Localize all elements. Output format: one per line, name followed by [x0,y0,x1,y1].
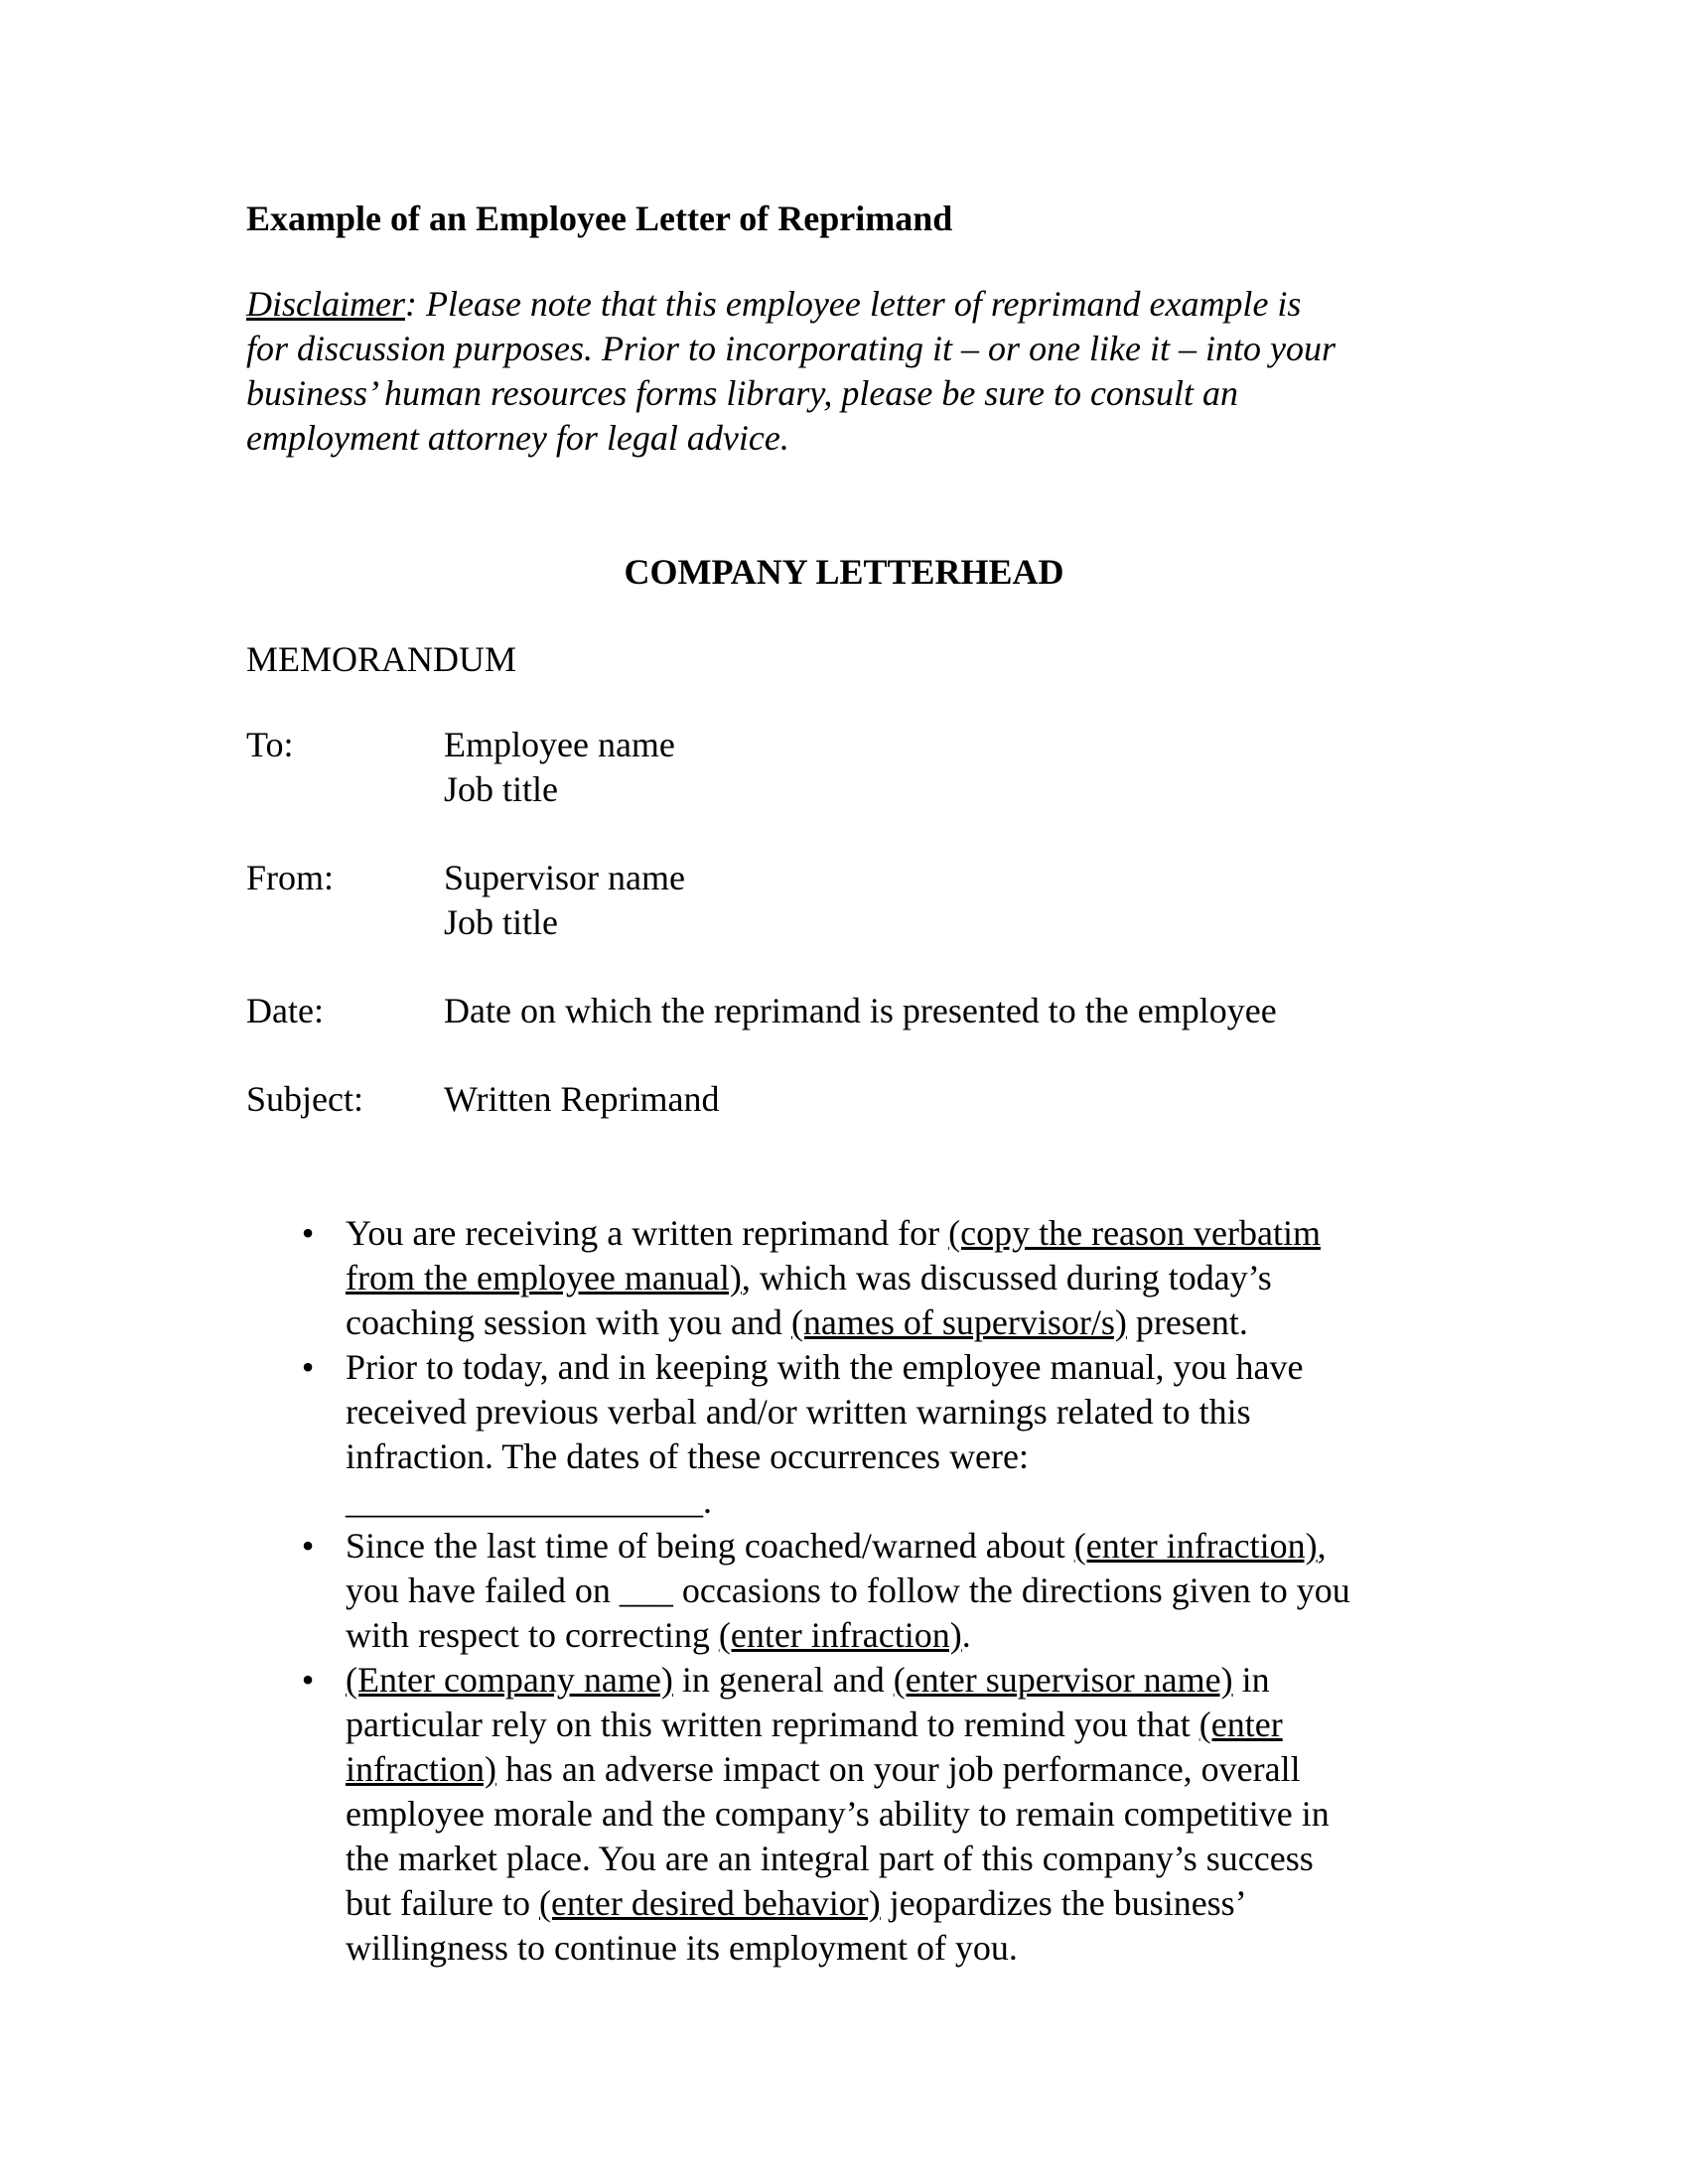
bullet-3-text: Since the last time of being coached/warned about [346,1526,1074,1566]
from-value [444,856,685,945]
bullet-item-reason [298,1211,1470,1345]
bullet-4-text: in general and [672,1660,894,1700]
reprimand-bullet-list [298,1211,1470,1971]
disclaimer-line-4: employment attorney for legal advice. [246,418,789,458]
from-supervisor-name: Supervisor name [444,858,685,897]
bullet-item-failures [298,1524,1470,1658]
bullet-2-line-2: received previous verbal and/or written warnings related to this [346,1392,1251,1432]
placeholder-supervisors: (names of supervisor/s) [790,1302,1127,1342]
bullet-4-line-1 [346,1658,1470,1703]
bullet-4-line-5: the market place. You are an integral part of this company’s success [346,1839,1314,1878]
bullet-4-line-3 [346,1747,1470,1792]
bullet-4-line-6 [346,1881,1470,1926]
placeholder-infraction: (enter infraction) [718,1615,962,1655]
placeholder-reason: (copy the reason verbatim [948,1213,1321,1253]
bullet-2-line-1: Prior to today, and in keeping with the employee manual, you have [346,1347,1304,1387]
bullet-item-impact [298,1658,1470,1971]
bullet-1-text: coaching session with you and [346,1302,791,1342]
disclaimer-line-2: for discussion purposes. Prior to incorporating it – or one like it – into your [246,329,1336,368]
placeholder-desired-behavior: (enter desired behavior) [538,1883,881,1923]
subject-label: Subject: [246,1079,363,1119]
to-value [444,723,675,812]
company-letterhead: COMPANY LETTERHEAD [624,552,1064,592]
dates-blank-line: ____________________. [346,1481,712,1521]
bullet-4-text: but failure to [346,1883,539,1923]
bullet-4-text: has an adverse impact on your job performance, overall [495,1749,1301,1789]
bullet-3-line-1 [346,1524,1470,1569]
bullet-3-line-2: you have failed on ___ occasions to follow the directions given to you [346,1570,1350,1610]
bullet-4-line-4: employee morale and the company’s ability to remain competitive in [346,1794,1330,1834]
to-job-title: Job title [444,769,558,809]
date-label: Date: [246,991,324,1030]
memo-heading: MEMORANDUM [246,639,517,679]
to-label: To: [246,725,294,764]
bullet-4-text: in [1232,1660,1270,1700]
bullet-3-line-3 [346,1613,1470,1658]
bullet-1-line-2 [346,1256,1470,1300]
disclaimer-line-3: business’ human resources forms library, please be sure to consult an [246,373,1238,413]
bullet-1-line-1 [346,1211,1470,1256]
placeholder-supervisor-name: (enter supervisor name) [893,1660,1233,1700]
bullet-1-line-3 [346,1300,1470,1345]
bullet-4-line-2 [346,1703,1470,1747]
from-label: From: [246,858,335,897]
bullet-dot-icon: • [301,1660,315,1700]
bullet-dot-icon: • [301,1213,315,1253]
bullet-1-text: You are receiving a written reprimand for [346,1213,949,1253]
bullet-4-line-7: willingness to continue its employment of you. [346,1928,1018,1968]
bullet-3-text: with respect to correcting [346,1615,719,1655]
subject-value: Written Reprimand [444,1079,720,1119]
document-title: Example of an Employee Letter of Reprimand [246,199,953,238]
bullet-dot-icon: • [301,1526,315,1566]
bullet-1-text: present. [1126,1302,1248,1342]
bullet-1-text: , which was discussed during today’s [741,1258,1272,1297]
placeholder-infraction: (enter [1198,1705,1283,1744]
placeholder-company-name: (Enter company name) [346,1660,673,1700]
bullet-dot-icon: • [301,1347,315,1387]
bullet-3-text: , [1317,1526,1327,1566]
disclaimer-text: : Please note that this employee letter of reprimand example is [404,284,1302,324]
bullet-2-line-3: infraction. The dates of these occurrences were: [346,1436,1030,1476]
placeholder-infraction-cont: infraction) [346,1749,496,1789]
bullet-3-text: . [961,1615,971,1655]
bullet-item-prior-warnings [298,1345,1470,1524]
to-employee-name: Employee name [444,725,675,764]
disclaimer-label: Disclaimer [246,284,405,324]
from-job-title: Job title [444,902,558,942]
placeholder-reason-cont: from the employee manual) [346,1258,742,1297]
date-value: Date on which the reprimand is presented to the employee [444,991,1277,1030]
bullet-4-text: jeopardizes the business’ [880,1883,1247,1923]
disclaimer-paragraph [246,282,1458,461]
placeholder-infraction: (enter infraction) [1073,1526,1318,1566]
bullet-4-text: particular rely on this written reprimand to remind you that [346,1705,1199,1744]
disclaimer-line-1 [246,282,1458,327]
